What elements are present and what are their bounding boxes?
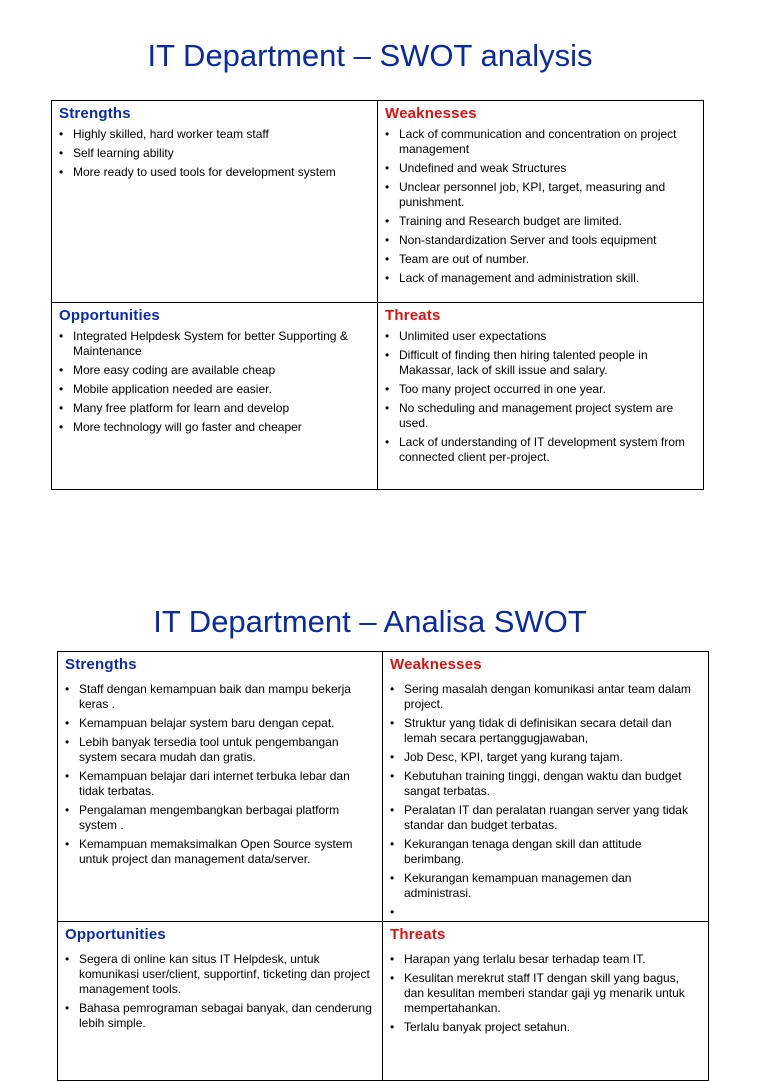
opportunities-heading: Opportunities — [59, 307, 160, 324]
threats-heading: Threats — [385, 307, 441, 324]
bullet-item: • Harapan yang terlalu besar terhadap team IT. — [390, 952, 700, 967]
weaknesses-quadrant — [383, 652, 709, 922]
slide-title: IT Department – Analisa SWOT — [153, 604, 587, 639]
weaknesses-list — [383, 682, 708, 901]
bullet-item: • Self learning ability — [59, 146, 369, 161]
opportunities-list — [58, 952, 382, 1031]
bullet-item: • Staff dengan kemampuan baik dan mampu bekerja keras . — [65, 682, 374, 712]
bullet-item: • Highly skilled, hard worker team staff — [59, 127, 369, 142]
bullet-item: • Kemampuan belajar system baru dengan cepat. — [65, 716, 374, 731]
bullet-item: • Lack of communication and concentration on project management — [385, 127, 695, 157]
bullet-item: • Many free platform for learn and develop — [59, 401, 369, 416]
strengths-heading: Strengths — [59, 105, 131, 122]
strengths-heading: Strengths — [65, 656, 137, 673]
bullet-item: • Job Desc, KPI, target yang kurang tajam. — [390, 750, 700, 765]
bullet-item: • Lebih banyak tersedia tool untuk pengembangan system secara mudah dan gratis. — [65, 735, 374, 765]
strengths-list — [58, 682, 382, 867]
bullet-item: • More easy coding are available cheap — [59, 363, 369, 378]
bullet-item: • Lack of understanding of IT development system from connected client per-project. — [385, 435, 695, 465]
bullet-item: • Kemampuan belajar dari internet terbuka lebar dan tidak terbatas. — [65, 769, 374, 799]
bullet-item: • No scheduling and management project system are used. — [385, 401, 695, 431]
opportunities-quadrant — [58, 922, 383, 1081]
bullet-item: • Too many project occurred in one year. — [385, 382, 695, 397]
bullet-item: • Bahasa pemrograman sebagai banyak, dan cenderung lebih simple. — [65, 1001, 374, 1031]
bullet-item: • More technology will go faster and cheaper — [59, 420, 369, 435]
opportunities-heading: Opportunities — [65, 926, 166, 943]
bullet-item: • Kemampuan memaksimalkan Open Source system untuk project dan management data/server. — [65, 837, 374, 867]
bullet-item: • Kekurangan kemampuan managemen dan administrasi. — [390, 871, 700, 901]
strengths-quadrant — [58, 652, 383, 922]
threats-quadrant — [383, 922, 709, 1081]
bullet-item: • Kekurangan tenaga dengan skill dan attitude berimbang. — [390, 837, 700, 867]
bullet-item: • Struktur yang tidak di definisikan secara detail dan lemah secara pertanggugjawaban, — [390, 716, 700, 746]
bullet-item: • Segera di online kan situs IT Helpdesk, untuk komunikasi user/client, supportinf, ticketing dan project management tools. — [65, 952, 374, 997]
bullet-item: • Integrated Helpdesk System for better Supporting & Maintenance — [59, 329, 369, 359]
threats-list — [383, 952, 708, 1035]
bullet-item: • Difficult of finding then hiring talented people in Makassar, lack of skill issue and salary. — [385, 348, 695, 378]
bullet-item: • Non-standardization Server and tools equipment — [385, 233, 695, 248]
weaknesses-heading: Weaknesses — [390, 656, 482, 673]
weaknesses-heading: Weaknesses — [385, 105, 477, 122]
bullet-item: • Unclear personnel job, KPI, target, measuring and punishment. — [385, 180, 695, 210]
bullet-item: • Sering masalah dengan komunikasi antar team dalam project. — [390, 682, 700, 712]
bullet-item: • Training and Research budget are limited. — [385, 214, 695, 229]
bullet-item: • Lack of management and administration skill. — [385, 271, 695, 286]
threats-heading: Threats — [390, 926, 446, 943]
bullet-item: • Kesulitan merekrut staff IT dengan skill yang bagus, dan kesulitan memberi standar gaji yg menarik untuk mempertahankan. — [390, 971, 700, 1016]
bullet-item: • Peralatan IT dan peralatan ruangan server yang tidak standar dan budget terbatas. — [390, 803, 700, 833]
bullet-item: • Unlimited user expectations — [385, 329, 695, 344]
bullet-item: • Mobile application needed are easier. — [59, 382, 369, 397]
slide-title: IT Department – SWOT analysis — [147, 38, 593, 73]
bullet-item: • Terlalu banyak project setahun. — [390, 1020, 700, 1035]
bullet-item: • Pengalaman mengembangkan berbagai platform system . — [65, 803, 374, 833]
bullet-item: • Undefined and weak Structures — [385, 161, 695, 176]
bullet-item: • More ready to used tools for development system — [59, 165, 369, 180]
bullet-item: • Kebutuhan training tinggi, dengan waktu dan budget sangat terbatas. — [390, 769, 700, 799]
swot-table — [57, 651, 709, 1081]
bullet-item: • Team are out of number. — [385, 252, 695, 267]
